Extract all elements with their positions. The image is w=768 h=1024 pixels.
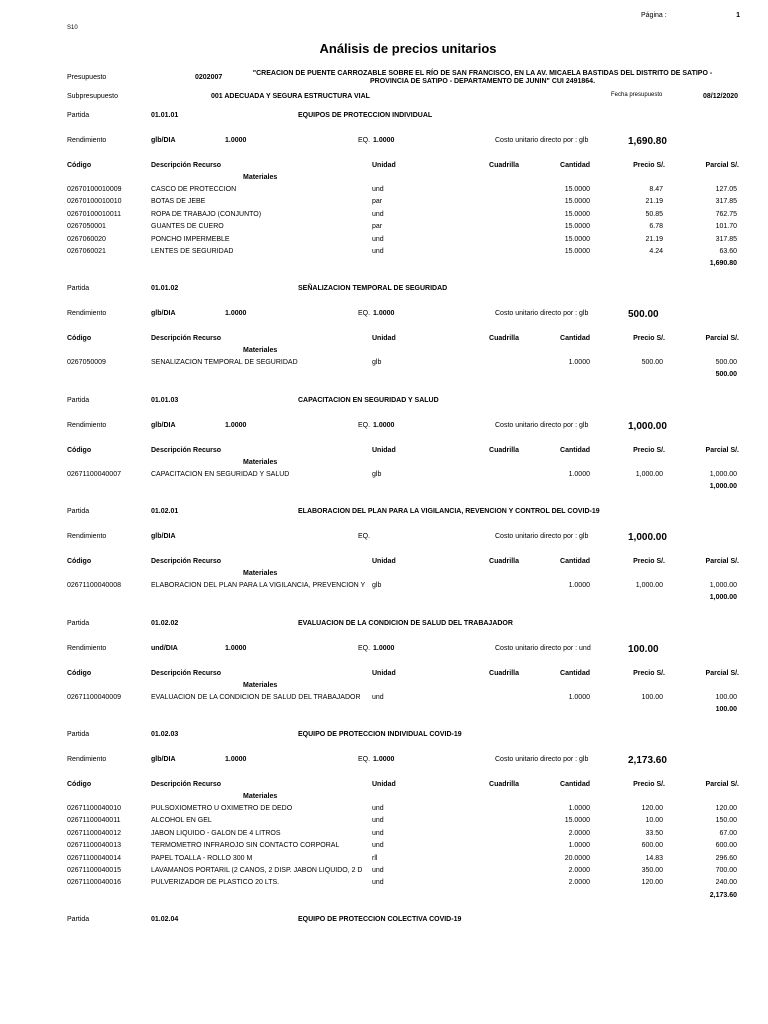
col-cuadrilla: Cuadrilla [489,162,519,169]
col-unidad: Unidad [372,162,396,169]
costo-value: 500.00 [628,309,659,320]
item-unit: und [372,805,384,812]
col-cuadrilla: Cuadrilla [489,670,519,677]
col-unidad: Unidad [372,447,396,454]
item-precio: 21.19 [645,198,663,206]
partida-name: EQUIPOS DE PROTECCION INDIVIDUAL [298,112,433,119]
item-cantidad: 1.0000 [568,582,590,589]
item-precio: 21.19 [645,235,663,243]
subpresupuesto-label: Subpresupuesto [67,93,118,100]
item-cantidad: 1.0000 [568,359,590,366]
col-parcial: Parcial S/. [705,558,739,565]
item-parcial: 600.00 [715,842,737,850]
col-codigo: Código [67,781,92,788]
partida-total: 1,690.80 [709,260,737,268]
item-parcial: 296.60 [715,854,737,862]
partida-code: 01.01.02 [151,285,179,292]
item-code: 02671100040011 [67,817,121,825]
partida-name: SEÑALIZACION TEMPORAL DE SEGURIDAD [298,285,448,292]
rendimiento-unit: glb/DIA [151,137,176,144]
item-desc: TERMOMETRO INFRAROJO SIN CONTACTO CORPORAL [151,842,340,850]
item-precio: 1,000.00 [635,582,663,589]
item-unit: rll [372,854,378,862]
item-cantidad: 2.0000 [568,829,590,837]
rendimiento-label: Rendimiento [67,645,107,652]
item-parcial: 500.00 [715,359,737,366]
item-precio: 4.24 [649,248,663,255]
item-desc: GUANTES DE CUERO [151,223,224,231]
materiales-label: Materiales [243,347,278,354]
rendimiento-unit: glb/DIA [151,310,176,317]
col-parcial: Parcial S/. [705,335,739,342]
rendimiento-label: Rendimiento [67,756,107,763]
item-code: 02671100040008 [67,582,121,589]
rendimiento-label: Rendimiento [67,422,107,429]
item-unit: und [372,867,384,874]
rendimiento-unit: und/DIA [151,645,178,652]
col-cantidad: Cantidad [560,781,590,788]
item-precio: 8.47 [649,186,663,193]
eq-label: EQ. [358,533,371,540]
col-codigo: Código [67,335,92,342]
item-parcial: 101.70 [715,223,737,231]
col-codigo: Código [67,670,92,677]
partida-label: Partida [67,731,90,738]
item-cantidad: 1.0000 [568,805,590,812]
item-precio: 350.00 [641,867,663,874]
item-desc: PULVERIZADOR DE PLASTICO 20 LTS. [151,879,280,887]
col-precio: Precio S/. [633,162,665,169]
item-parcial: 317.85 [715,235,737,243]
costo-label: Costo unitario directo por : glb [495,137,589,144]
partida-label: Partida [67,112,90,119]
item-precio: 120.00 [641,805,663,812]
rendimiento-label: Rendimiento [67,137,107,144]
item-desc: SEÑALIZACION TEMPORAL DE SEGURIDAD [151,359,298,366]
col-codigo: Código [67,447,92,454]
costo-label: Costo unitario directo por : und [495,645,591,652]
item-cantidad: 15.0000 [564,235,590,243]
rendimiento-value: 1.0000 [225,645,247,652]
item-parcial: 317.85 [715,198,737,206]
item-cantidad: 15.0000 [564,817,590,825]
rendimiento-value: 1.0000 [225,310,247,317]
partida-code: 01.01.03 [151,397,179,404]
item-desc: PULSOXIOMETRO U OXIMETRO DE DEDO [151,805,293,812]
item-code: 02671100040013 [67,842,121,850]
item-precio: 1,000.00 [635,471,663,478]
eq-value: 1.0000 [373,645,395,652]
item-cantidad: 15.0000 [564,186,590,193]
item-cantidad: 15.0000 [564,223,590,231]
materiales-label: Materiales [243,459,278,466]
item-unit: und [372,829,384,837]
item-unit: und [372,694,384,701]
col-unidad: Unidad [372,558,396,565]
item-precio: 500.00 [641,359,663,366]
costo-value: 100.00 [628,644,659,655]
item-unit: glb [372,582,382,589]
item-cantidad: 1.0000 [568,471,590,478]
item-cantidad: 1.0000 [568,842,590,850]
fecha-value: 08/12/2020 [703,93,739,100]
fecha-label: Fecha presupuesto [611,92,663,98]
item-cantidad: 2.0000 [568,867,590,874]
item-parcial: 150.00 [715,817,737,825]
item-cantidad: 2.0000 [568,879,590,887]
partida-label: Partida [67,397,90,404]
col-unidad: Unidad [372,335,396,342]
materiales-label: Materiales [243,570,278,577]
partida-code: 01.02.02 [151,620,179,627]
col-codigo: Código [67,162,92,169]
rendimiento-unit: glb/DIA [151,533,176,540]
col-cantidad: Cantidad [560,335,590,342]
costo-label: Costo unitario directo por : glb [495,310,589,317]
item-parcial: 762.75 [715,210,737,218]
partida-total: 2,173.60 [709,891,737,899]
col-cuadrilla: Cuadrilla [489,447,519,454]
partida-total: 100.00 [715,706,737,714]
presupuesto-desc-line2: PROVINCIA DE SATIPO - DEPARTAMENTO DE JUNIN" CUI 2491864. [369,78,596,85]
item-desc: CAPACITACION EN SEGURIDAD Y SALUD [151,471,290,478]
item-unit: und [372,210,384,218]
item-code: 02670100010009 [67,186,122,193]
item-code: 0267050001 [67,223,106,231]
item-parcial: 127.05 [715,186,737,193]
item-code: 02671100040007 [67,471,121,478]
item-parcial: 67.00 [719,829,737,837]
col-precio: Precio S/. [633,781,665,788]
col-descripcion: Descripción Recurso [151,162,222,169]
col-cuadrilla: Cuadrilla [489,781,519,788]
item-code: 02671100040014 [67,854,121,862]
partida-label: Partida [67,620,90,627]
item-unit: und [372,186,384,193]
item-code: 02671100040009 [67,694,121,701]
item-precio: 10.00 [645,817,663,825]
item-cantidad: 15.0000 [564,210,590,218]
item-unit: glb [372,471,382,478]
item-code: 02671100040012 [67,829,121,837]
page-label: Página : [641,12,667,19]
item-unit: par [372,198,383,206]
eq-label: EQ. [358,756,371,763]
partida-code: 01.02.03 [151,731,179,738]
partida-name: CAPACITACION EN SEGURIDAD Y SALUD [298,397,439,404]
col-precio: Precio S/. [633,335,665,342]
col-descripcion: Descripción Recurso [151,558,222,565]
col-cantidad: Cantidad [560,447,590,454]
presupuesto-code: 0202007 [195,74,223,81]
item-code: 02670100010010 [67,198,122,206]
item-desc: ROPA DE TRABAJO (CONJUNTO) [151,210,262,218]
item-code: 02671100040015 [67,867,121,874]
item-precio: 600.00 [641,842,663,850]
materiales-label: Materiales [243,174,278,181]
partida-label: Partida [67,508,90,515]
item-desc: BOTAS DE JEBE [151,198,206,206]
rendimiento-value: 1.0000 [225,756,247,763]
materiales-label: Materiales [243,682,278,689]
item-desc: CASCO DE PROTECCION [151,186,237,193]
item-unit: und [372,817,384,825]
partida-code: 01.02.01 [151,508,179,515]
item-parcial: 1,000.00 [709,582,737,589]
partida-total: 1,000.00 [709,483,737,491]
item-precio: 14.83 [645,854,663,862]
col-cantidad: Cantidad [560,670,590,677]
rendimiento-unit: glb/DIA [151,422,176,429]
col-precio: Precio S/. [633,447,665,454]
eq-value: 1.0000 [373,422,395,429]
item-desc: PAPEL TOALLA - ROLLO 300 M [151,854,253,862]
item-cantidad: 1.0000 [568,694,590,701]
item-unit: und [372,235,384,243]
rendimiento-value: 1.0000 [225,137,247,144]
costo-label: Costo unitario directo por : glb [495,422,589,429]
col-precio: Precio S/. [633,558,665,565]
item-desc: EVALUACION DE LA CONDICION DE SALUD DEL TRABAJADOR [151,694,361,701]
item-parcial: 700.00 [715,867,737,874]
costo-label: Costo unitario directo por : glb [495,533,589,540]
col-descripcion: Descripción Recurso [151,447,222,454]
col-descripcion: Descripción Recurso [151,670,222,677]
eq-label: EQ. [358,645,371,652]
item-precio: 6.78 [649,223,663,231]
rendimiento-value: 1.0000 [225,422,247,429]
eq-value: 1.0000 [373,137,395,144]
col-cuadrilla: Cuadrilla [489,335,519,342]
materiales-label: Materiales [243,793,278,800]
item-code: 02670100010011 [67,210,121,218]
item-unit: glb [372,359,382,366]
item-desc: ELABORACION DEL PLAN PARA LA VIGILANCIA, PREVENCION Y [151,582,366,589]
partida-name: EQUIPO DE PROTECCION INDIVIDUAL COVID-19 [298,731,462,738]
col-parcial: Parcial S/. [705,162,739,169]
item-code: 0267060021 [67,248,106,255]
item-precio: 33.50 [645,829,663,837]
eq-value: 1.0000 [373,756,395,763]
eq-label: EQ. [358,137,371,144]
item-unit: par [372,223,383,231]
presupuesto-label: Presupuesto [67,74,107,81]
col-descripcion: Descripción Recurso [151,335,222,342]
col-cantidad: Cantidad [560,558,590,565]
item-code: 0267050009 [67,359,106,366]
eq-value: 1.0000 [373,310,395,317]
item-precio: 50.85 [645,210,663,218]
costo-value: 1,690.80 [628,136,667,147]
item-parcial: 240.00 [715,879,737,887]
item-code: 02671100040010 [67,805,121,812]
costo-value: 1,000.00 [628,532,667,543]
partida-name: EVALUACION DE LA CONDICION DE SALUD DEL TRABAJADOR [298,620,513,627]
subpresupuesto-value: 001 ADECUADA Y SEGURA ESTRUCTURA VIAL [211,93,370,100]
col-parcial: Parcial S/. [705,447,739,454]
rendimiento-label: Rendimiento [67,533,107,540]
item-parcial: 100.00 [715,694,737,701]
item-precio: 120.00 [641,879,663,887]
item-cantidad: 20.0000 [564,854,590,862]
col-descripcion: Descripción Recurso [151,781,222,788]
report-code: S10 [67,25,78,31]
item-desc: LAVAMANOS PORTARIL (2 CAÑOS, 2 DISP. JABON LIQUIDO, 2 D [151,867,363,874]
item-precio: 100.00 [641,694,663,701]
page-title: Análisis de precios unitarios [319,41,497,56]
col-unidad: Unidad [372,781,396,788]
col-cuadrilla: Cuadrilla [489,558,519,565]
item-cantidad: 15.0000 [564,248,590,255]
partida-name: ELABORACION DEL PLAN PARA LA VIGILANCIA, REVENCION Y CONTROL DEL COVID-19 [298,508,600,515]
eq-label: EQ. [358,422,371,429]
partida-total: 500.00 [715,371,737,379]
partida-label: Partida [67,916,90,923]
costo-label: Costo unitario directo por : glb [495,756,589,763]
partida-code: 01.01.01 [151,112,179,119]
rendimiento-label: Rendimiento [67,310,107,317]
col-cantidad: Cantidad [560,162,590,169]
item-unit: und [372,842,384,850]
costo-value: 1,000.00 [628,421,667,432]
item-parcial: 63.60 [719,248,737,255]
page-number: 1 [736,12,740,19]
eq-label: EQ. [358,310,371,317]
costo-value: 2,173.60 [628,755,667,766]
col-parcial: Parcial S/. [705,670,739,677]
item-parcial: 120.00 [715,805,737,812]
partida-code: 01.02.04 [151,916,179,923]
item-parcial: 1,000.00 [709,471,737,478]
partida-total: 1,000.00 [709,594,737,602]
item-desc: ALCOHOL EN GEL [151,817,212,825]
item-desc: JABON LIQUIDO - GALON DE 4 LITROS [151,829,281,837]
item-cantidad: 15.0000 [564,198,590,206]
item-code: 02671100040016 [67,879,121,887]
partida-label: Partida [67,285,90,292]
presupuesto-desc-line1: "CREACION DE PUENTE CARROZABLE SOBRE EL RÍO DE SAN FRANCISCO, EN LA AV. MICAELA BASTIDAS DEL DISTRITO DE SATIPO - [252,70,713,77]
col-parcial: Parcial S/. [705,781,739,788]
item-unit: und [372,248,384,255]
col-precio: Precio S/. [633,670,665,677]
col-codigo: Código [67,558,92,565]
item-unit: und [372,879,384,887]
item-desc: LENTES DE SEGURIDAD [151,248,234,255]
item-code: 0267060020 [67,235,106,243]
partida-name: EQUIPO DE PROTECCION COLECTIVA COVID-19 [298,916,462,923]
item-desc: PONCHO IMPERMEBLE [151,235,230,243]
col-unidad: Unidad [372,670,396,677]
rendimiento-unit: glb/DIA [151,756,176,763]
